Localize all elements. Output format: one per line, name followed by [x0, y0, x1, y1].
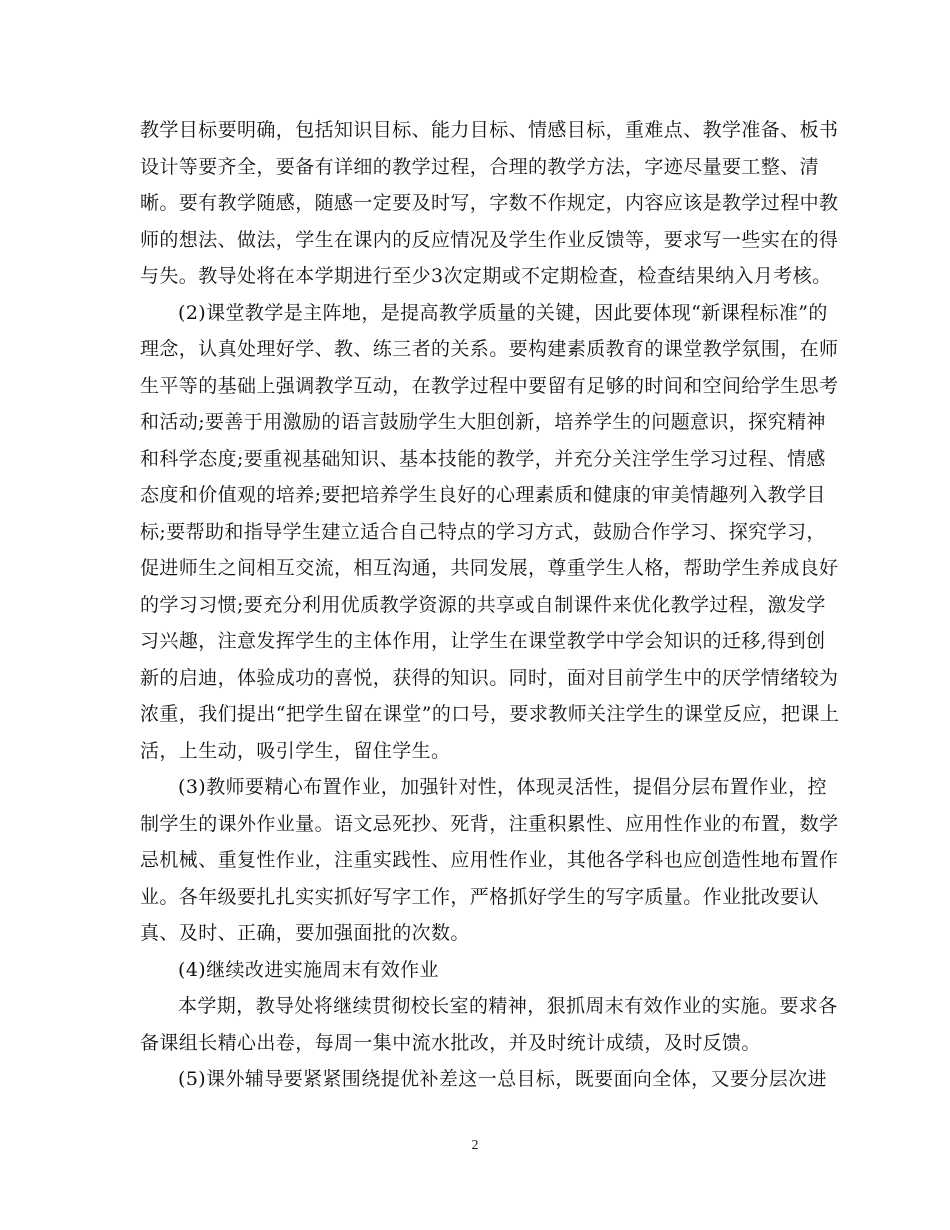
text-line: 晰。要有教学随感，随感一定要及时写，字数不作规定，内容应该是教学过程中教	[140, 192, 839, 214]
text-line: 理念，认真处理好学、教、练三者的关系。要构建素质教育的课堂教学氛围，在师	[140, 338, 839, 360]
text-line: 教学目标要明确，包括知识目标、能力目标、情感目标，重难点、教学准备、板书	[140, 119, 839, 141]
text-line: 制学生的课外作业量。语文忌死抄、死背，注重积累性、应用性作业的布置，数学	[140, 812, 839, 835]
text-line: 和活动;要善于用激励的语言鼓励学生大胆创新，培养学生的问题意识，探究精神	[140, 411, 826, 433]
text-line: (3)教师要精心布置作业，加强针对性，体现灵活性，提倡分层布置作业，控	[178, 776, 827, 798]
page-number: 2	[471, 1138, 479, 1153]
text-line: 活，上生动，吸引学生，留住学生。	[140, 739, 451, 762]
text-line: 本学期，教导处将继续贯彻校长室的精神，狠抓周末有效作业的实施。要求各	[178, 995, 838, 1017]
paragraph-extracurricular-tutoring	[140, 1061, 827, 1098]
text-line: 与失。教导处将在本学期进行至少3次定期或不定期检查，检查结果纳入月考核。	[140, 265, 832, 287]
text-line: 促进师生之间相互交流，相互沟通，共同发展，尊重学生人格，帮助学生养成良好	[140, 557, 839, 579]
text-line: 师的想法、做法，学生在课内的反应情况及学生作业反馈等，要求写一些实在的得	[140, 228, 839, 251]
text-line: 设计等要齐全，要备有详细的教学过程，合理的教学方法，字迹尽量要工整、清	[140, 155, 820, 178]
text-line: 习兴趣，注意发挥学生的主体作用，让学生在课堂教学中学会知识的迁移,得到创	[140, 630, 826, 652]
paragraph-homework-assignment	[140, 769, 839, 952]
paragraph-classroom-teaching	[140, 295, 840, 770]
text-line: 真、及时、正确，要加强面批的次数。	[140, 922, 470, 944]
text-line: 业。各年级要扎扎实实抓好写字工作，严格抓好学生的写字质量。作业批改要认	[140, 885, 820, 908]
text-line: 备课组长精心出卷，每周一集中流水批改，并及时统计成绩，及时反馈。	[140, 1031, 761, 1054]
paragraph-weekend-homework-heading	[140, 952, 812, 989]
text-line: 态度和价值观的培养;要把培养学生良好的心理素质和健康的审美情趣列入教学目	[140, 484, 826, 506]
text-line: (4)继续改进实施周末有效作业	[178, 958, 439, 981]
text-line: 新的启迪，体验成功的喜悦，获得的知识。同时，面对目前学生中的厌学情绪较为	[140, 666, 839, 689]
text-line: (5)课外辅导要紧紧围绕提优补差这一总目标，既要面向全体，又要分层次进	[178, 1068, 827, 1090]
text-line: 的学习习惯;要充分利用优质教学资源的共享或自制课件来优化教学过程，激发学	[140, 593, 826, 616]
text-line: 和科学态度;要重视基础知识、基本技能的教学，并充分关注学生学习过程、情感	[140, 447, 826, 470]
text-line: (2)课堂教学是主阵地，是提高教学质量的关键，因此要体现“新课程标准”的	[178, 301, 828, 324]
text-line: 浓重，我们提出“把学生留在课堂”的口号，要求教师关注学生的课堂反应，把课上	[140, 703, 840, 725]
text-line: 忌机械、重复性作业，注重实践性、应用性作业，其他各学科也应创造性地布置作	[140, 849, 839, 871]
paragraph-weekend-homework	[140, 988, 838, 1061]
text-line: 标;要帮助和指导学生建立适合自己特点的学习方式，鼓励合作学习、探究学习，	[140, 520, 826, 543]
paragraph-lesson-plan-requirements	[140, 112, 839, 295]
document-body	[140, 112, 840, 1098]
text-line: 生平等的基础上强调教学互动，在教学过程中要留有足够的时间和空间给学生思考	[140, 374, 839, 397]
